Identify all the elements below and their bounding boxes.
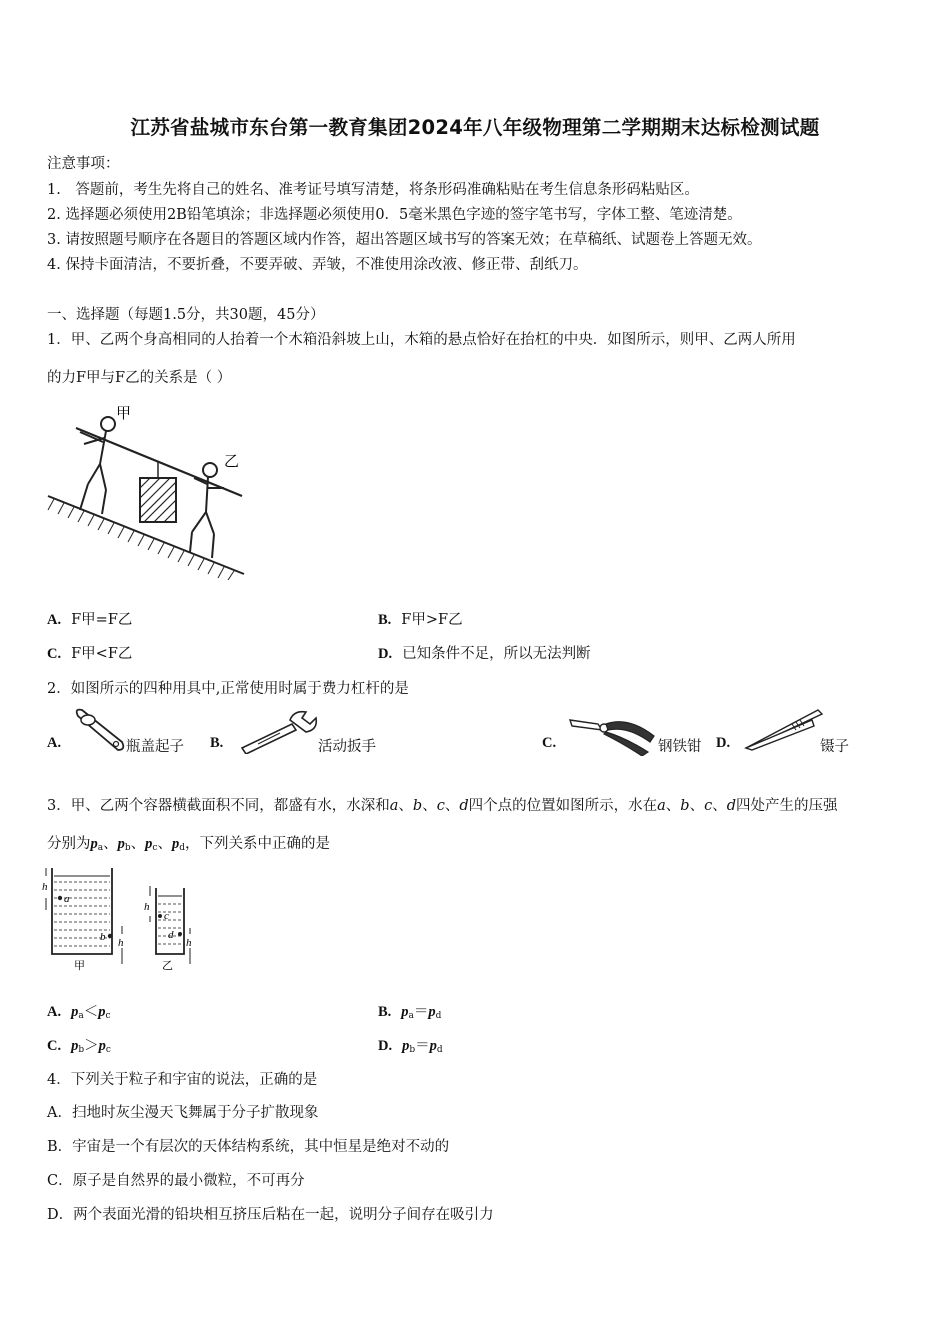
q2-option-d-label: 镊子 [820,739,849,755]
q1-stem-line1: 1．甲、乙两个身高相同的人抬着一个木箱沿斜坡上山，木箱的悬点恰好在抬杠的中央．如图所示，则甲、乙两人所用 [47,332,796,348]
svg-text:d: d [168,929,174,941]
q4-option-b[interactable]: B．宇宙是一个有层次的天体结构系统，其中恒星是绝对不动的 [47,1139,450,1155]
q3-option-b[interactable]: B. $p_a=p_d$ [378,1004,442,1021]
svg-text:h: h [118,937,124,949]
q2-option-d[interactable]: D. [716,735,731,751]
q4-option-a[interactable]: A．扫地时灰尘漫天飞舞属于分子扩散现象 [47,1105,319,1121]
q4-option-c[interactable]: C．原子是自然界的最小微粒，不可再分 [47,1173,305,1189]
svg-text:h: h [144,901,150,913]
notice-item-1: 1. 答题前，考生先将自己的姓名、准考证号填写清楚，将条形码准确粘贴在考生信息条形码粘贴区。 [47,182,699,198]
q3-containers-figure [40,862,210,974]
notice-heading: 注意事项： [47,156,120,172]
q2-option-c[interactable]: C. [542,735,557,751]
bottle-opener-icon [70,706,128,754]
q1-option-b[interactable]: B. F甲>F乙 [378,612,463,628]
q1-option-a[interactable]: A. F甲=F乙 [47,612,133,628]
q2-option-b-label: 活动扳手 [318,739,376,755]
pliers-icon [568,710,658,756]
notice-item-2: 2. 选择题必须使用2B铅笔填涂；非选择题必须使用0．5毫米黑色字迹的签字笔书写，字体工整、笔迹清楚。 [47,207,742,223]
q1-slope-figure [44,400,249,580]
label-yi: 乙 [224,452,240,470]
q3-option-a[interactable]: A. $p_a<p_c$ [47,1004,111,1021]
section-heading: 一、选择题（每题1.5分，共30题，45分） [47,307,325,323]
q4-stem: 4．下列关于粒子和宇宙的说法，正确的是 [47,1072,318,1088]
q2-option-b[interactable]: B. [210,735,224,751]
svg-text:b: b [100,931,106,943]
exam-title: 江苏省盐城市东台第一教育集团2024年八年级物理第二学期期末达标检测试题 [130,116,820,139]
svg-text:h: h [42,881,48,893]
q2-option-a[interactable]: A. [47,735,62,751]
q1-option-c[interactable]: C. F甲<F乙 [47,646,133,662]
svg-text:a: a [64,893,70,905]
q2-option-c-label: 钢铁钳 [658,739,702,755]
tweezers-icon [742,706,824,752]
svg-text:h: h [186,937,192,949]
adjustable-wrench-icon [236,708,320,754]
q1-stem-line2: 的力F甲与F乙的关系是（ ） [47,370,232,386]
q1-option-d[interactable]: D. 已知条件不足，所以无法判断 [378,646,591,662]
svg-text:乙: 乙 [162,959,173,972]
svg-text:甲: 甲 [74,959,85,972]
q3-option-d[interactable]: D. $p_b=p_d$ [378,1038,443,1055]
q2-option-a-label: 瓶盖起子 [126,739,184,755]
q2-stem: 2．如图所示的四种用具中,正常使用时属于费力杠杆的是 [47,681,409,697]
q3-stem-line2: 分别为$p_a$、$p_b$、$p_c$、$p_d$，下列关系中正确的是 [47,836,330,853]
q4-option-d[interactable]: D．两个表面光滑的铅块相互挤压后粘在一起，说明分子间存在吸引力 [47,1207,494,1223]
notice-item-3: 3. 请按照题号顺序在各题目的答题区域内作答，超出答题区域书写的答案无效；在草稿纸、试题卷上答题无效。 [47,232,762,248]
label-jia: 甲 [116,404,132,422]
q3-stem-line1: 3．甲、乙两个容器横截面积不同，都盛有水，水深和a、b、c、d四个点的位置如图所示，水在a、b、c、d四处产生的压强 [47,798,838,814]
svg-text:c: c [164,910,169,922]
q3-option-c[interactable]: C. $p_b>p_c$ [47,1038,111,1055]
notice-item-4: 4. 保持卡面清洁，不要折叠，不要弄破、弄皱，不准使用涂改液、修正带、刮纸刀。 [47,257,588,273]
